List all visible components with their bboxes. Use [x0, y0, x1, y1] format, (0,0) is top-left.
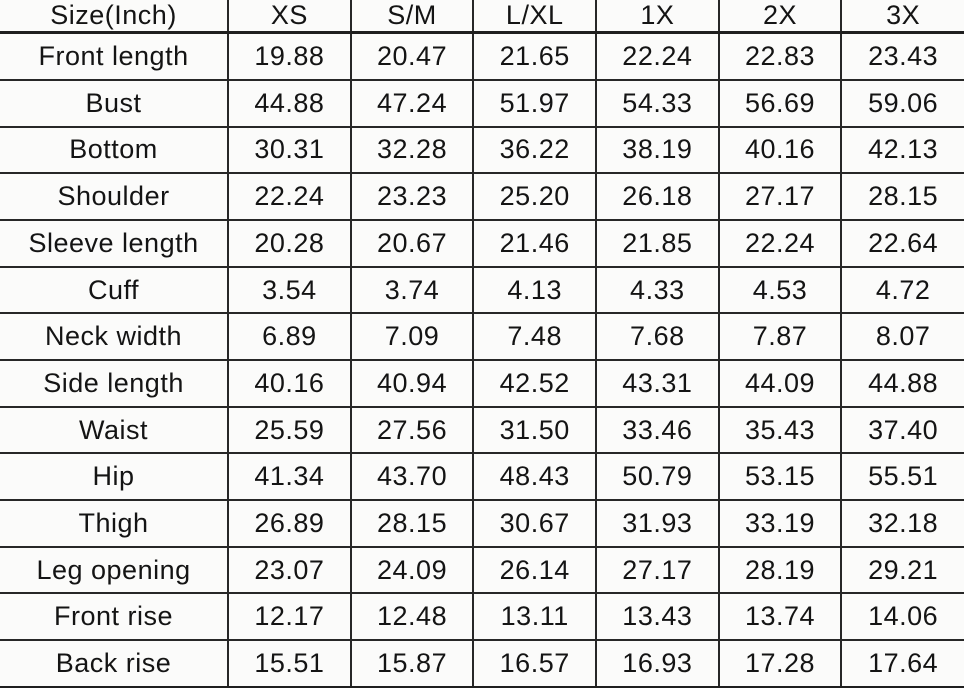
column-header-l-xl: L/XL [473, 0, 596, 33]
measurement-cell: 4.72 [841, 267, 964, 314]
measurement-cell: 22.24 [228, 173, 351, 220]
measurement-cell: 43.31 [596, 360, 719, 407]
size-unit-header: Size(Inch) [0, 0, 228, 33]
measurement-cell: 33.46 [596, 407, 719, 454]
table-row [0, 640, 964, 687]
measurement-cell: 17.28 [719, 640, 842, 687]
measurement-cell: 13.74 [719, 593, 842, 640]
measurement-cell: 32.28 [351, 127, 474, 174]
table-row [0, 453, 964, 500]
measurement-cell: 44.09 [719, 360, 842, 407]
row-label: Leg opening [0, 547, 228, 594]
measurement-cell: 26.89 [228, 500, 351, 547]
measurement-cell: 16.93 [596, 640, 719, 687]
measurement-cell: 30.67 [473, 500, 596, 547]
measurement-cell: 25.59 [228, 407, 351, 454]
measurement-cell: 17.64 [841, 640, 964, 687]
measurement-cell: 25.20 [473, 173, 596, 220]
measurement-cell: 4.33 [596, 267, 719, 314]
measurement-cell: 44.88 [841, 360, 964, 407]
measurement-cell: 31.93 [596, 500, 719, 547]
row-label: Sleeve length [0, 220, 228, 267]
measurement-cell: 40.16 [719, 127, 842, 174]
measurement-cell: 59.06 [841, 80, 964, 127]
measurement-cell: 22.83 [719, 33, 842, 80]
measurement-cell: 20.47 [351, 33, 474, 80]
measurement-cell: 40.16 [228, 360, 351, 407]
measurement-cell: 4.53 [719, 267, 842, 314]
measurement-cell: 27.17 [719, 173, 842, 220]
measurement-cell: 30.31 [228, 127, 351, 174]
measurement-cell: 51.97 [473, 80, 596, 127]
measurement-cell: 28.15 [351, 500, 474, 547]
column-header-2x: 2X [719, 0, 842, 33]
measurement-cell: 26.18 [596, 173, 719, 220]
table-row [0, 127, 964, 174]
measurement-cell: 50.79 [596, 453, 719, 500]
measurement-cell: 44.88 [228, 80, 351, 127]
measurement-cell: 56.69 [719, 80, 842, 127]
measurement-cell: 22.24 [596, 33, 719, 80]
measurement-cell: 15.51 [228, 640, 351, 687]
measurement-cell: 23.43 [841, 33, 964, 80]
measurement-cell: 6.89 [228, 313, 351, 360]
measurement-cell: 27.56 [351, 407, 474, 454]
measurement-cell: 42.52 [473, 360, 596, 407]
measurement-cell: 53.15 [719, 453, 842, 500]
measurement-cell: 31.50 [473, 407, 596, 454]
measurement-cell: 4.13 [473, 267, 596, 314]
measurement-cell: 23.07 [228, 547, 351, 594]
measurement-cell: 20.67 [351, 220, 474, 267]
measurement-cell: 15.87 [351, 640, 474, 687]
table-row [0, 173, 964, 220]
table-row [0, 267, 964, 314]
table-row [0, 220, 964, 267]
measurement-cell: 21.85 [596, 220, 719, 267]
row-label: Bottom [0, 127, 228, 174]
row-label: Shoulder [0, 173, 228, 220]
measurement-cell: 19.88 [228, 33, 351, 80]
table-row [0, 33, 964, 80]
measurement-cell: 20.28 [228, 220, 351, 267]
row-label: Neck width [0, 313, 228, 360]
measurement-cell: 21.46 [473, 220, 596, 267]
row-label: Bust [0, 80, 228, 127]
row-label: Front rise [0, 593, 228, 640]
row-label: Thigh [0, 500, 228, 547]
measurement-cell: 23.23 [351, 173, 474, 220]
header-row [0, 0, 964, 33]
measurement-cell: 41.34 [228, 453, 351, 500]
measurement-cell: 29.21 [841, 547, 964, 594]
measurement-cell: 21.65 [473, 33, 596, 80]
column-header-s-m: S/M [351, 0, 474, 33]
measurement-cell: 7.48 [473, 313, 596, 360]
measurement-cell: 38.19 [596, 127, 719, 174]
measurement-cell: 12.17 [228, 593, 351, 640]
table-row [0, 313, 964, 360]
measurement-cell: 8.07 [841, 313, 964, 360]
measurement-cell: 54.33 [596, 80, 719, 127]
table-row [0, 407, 964, 454]
measurement-cell: 26.14 [473, 547, 596, 594]
measurement-cell: 32.18 [841, 500, 964, 547]
row-label: Hip [0, 453, 228, 500]
measurement-cell: 55.51 [841, 453, 964, 500]
measurement-cell: 13.11 [473, 593, 596, 640]
measurement-cell: 7.09 [351, 313, 474, 360]
measurement-cell: 42.13 [841, 127, 964, 174]
column-header-1x: 1X [596, 0, 719, 33]
measurement-cell: 7.87 [719, 313, 842, 360]
measurement-cell: 3.54 [228, 267, 351, 314]
row-label: Back rise [0, 640, 228, 687]
row-label: Waist [0, 407, 228, 454]
measurement-cell: 7.68 [596, 313, 719, 360]
measurement-cell: 22.64 [841, 220, 964, 267]
measurement-cell: 48.43 [473, 453, 596, 500]
measurement-cell: 36.22 [473, 127, 596, 174]
table-row [0, 500, 964, 547]
table-row [0, 547, 964, 594]
row-label: Cuff [0, 267, 228, 314]
row-label: Side length [0, 360, 228, 407]
table-row [0, 80, 964, 127]
measurement-cell: 47.24 [351, 80, 474, 127]
measurement-cell: 3.74 [351, 267, 474, 314]
measurement-cell: 28.15 [841, 173, 964, 220]
measurement-cell: 12.48 [351, 593, 474, 640]
measurement-cell: 40.94 [351, 360, 474, 407]
measurement-cell: 37.40 [841, 407, 964, 454]
measurement-cell: 28.19 [719, 547, 842, 594]
measurement-cell: 16.57 [473, 640, 596, 687]
measurement-cell: 33.19 [719, 500, 842, 547]
measurement-cell: 27.17 [596, 547, 719, 594]
measurement-cell: 43.70 [351, 453, 474, 500]
measurement-cell: 13.43 [596, 593, 719, 640]
table-row [0, 360, 964, 407]
measurement-cell: 14.06 [841, 593, 964, 640]
table-row [0, 593, 964, 640]
measurement-cell: 24.09 [351, 547, 474, 594]
column-header-3x: 3X [841, 0, 964, 33]
column-header-xs: XS [228, 0, 351, 33]
measurement-cell: 22.24 [719, 220, 842, 267]
measurement-cell: 35.43 [719, 407, 842, 454]
row-label: Front length [0, 33, 228, 80]
